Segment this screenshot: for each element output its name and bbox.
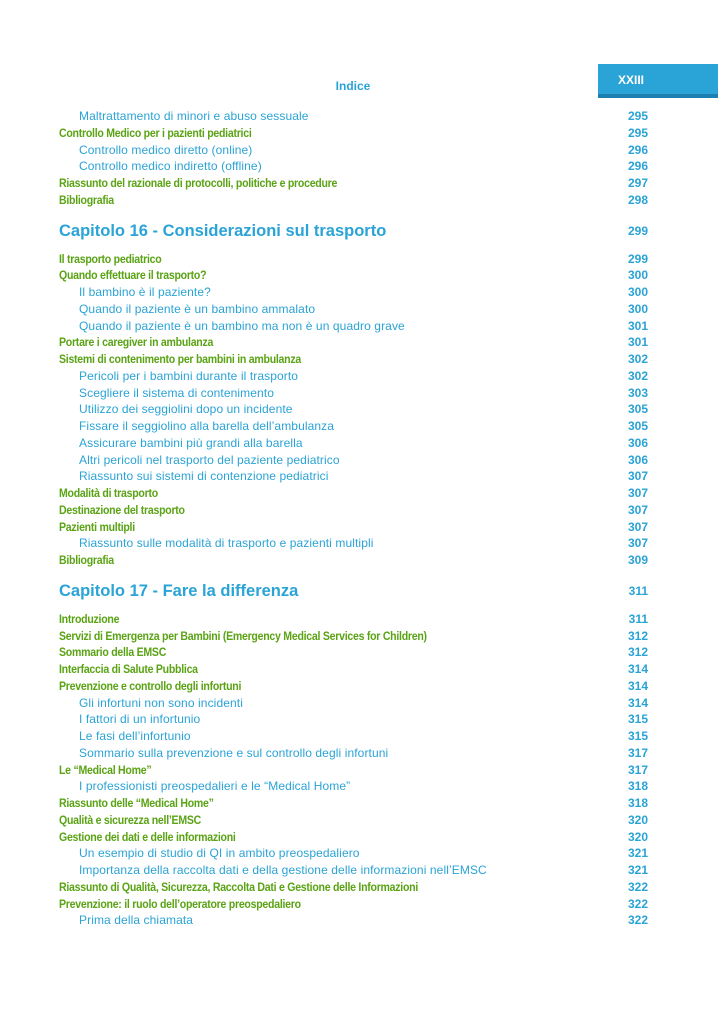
entry-title: Servizi di Emergenza per Bambini (Emergency Medical Services for Children)	[59, 628, 427, 643]
entry-title: Importanza della raccolta dati e della gestione delle informazioni nell’EMSC	[79, 863, 487, 877]
toc-row[interactable]	[0, 677, 718, 695]
toc-row[interactable]	[0, 484, 718, 502]
toc-row[interactable]	[0, 761, 718, 779]
entry-title: Sistemi di contenimento per bambini in ambulanza	[59, 352, 301, 366]
toc-row[interactable]	[0, 384, 718, 402]
entry-page-number: 306	[627, 435, 648, 450]
entry-title: Il trasporto pediatrico	[59, 251, 162, 266]
entry-page-number: 299	[627, 223, 648, 238]
entry-page-number: 300	[627, 285, 648, 299]
entry-title: Sommario della EMSC	[59, 645, 167, 660]
toc-row[interactable]	[0, 174, 718, 192]
entry-title: Controllo medico diretto (online)	[79, 142, 253, 157]
entry-page-number: 321	[627, 863, 648, 877]
entry-title: Maltrattamento di minori e abuso sessuale	[79, 109, 309, 123]
entry-page-number: 315	[627, 712, 648, 727]
entry-title: Riassunto del razionale di protocolli, politiche e procedure	[59, 176, 338, 190]
chapter-title: Capitolo 16 - Considerazioni sul trasporto	[59, 221, 387, 240]
entry-title: Portare i caregiver in ambulanza	[59, 335, 214, 350]
toc-row[interactable]	[0, 124, 718, 142]
entry-title: Altri pericoli nel trasporto del paziente pediatrico	[79, 452, 340, 467]
entry-page-number: 305	[627, 402, 648, 417]
entry-page-number: 312	[627, 628, 648, 643]
entry-title: Destinazione del trasporto	[59, 502, 185, 517]
entry-page-number: 311	[628, 611, 648, 626]
entry-page-number: 307	[627, 502, 648, 517]
toc-row[interactable]	[0, 643, 718, 661]
entry-page-number: 296	[627, 159, 648, 174]
entry-page-number: 295	[627, 125, 648, 140]
entry-title: Bibliografia	[59, 553, 114, 567]
entry-page-number: 302	[627, 352, 648, 366]
entry-page-number: 301	[627, 318, 648, 333]
entry-title: Scegliere il sistema di contenimento	[79, 385, 275, 400]
entry-page-number: 297	[627, 176, 648, 190]
toc-row[interactable]	[0, 266, 718, 284]
entry-title: Prima della chiamata	[79, 913, 194, 928]
entry-page-number: 315	[627, 729, 648, 743]
toc-row[interactable]	[0, 157, 718, 175]
entry-page-number: 317	[627, 762, 648, 777]
toc-row[interactable]	[0, 350, 718, 368]
entry-page-number: 307	[627, 519, 648, 534]
toc-row[interactable]	[0, 694, 718, 712]
entry-title: Quando effettuare il trasporto?	[59, 268, 207, 283]
toc-row[interactable]	[0, 434, 718, 452]
entry-title: Il bambino è il paziente?	[79, 285, 211, 299]
entry-page-number: 322	[627, 879, 648, 894]
toc-row[interactable]	[0, 141, 718, 159]
toc-row[interactable]	[0, 300, 718, 318]
entry-page-number: 320	[627, 829, 648, 844]
entry-title: Pazienti multipli	[59, 519, 135, 534]
toc-row[interactable]	[0, 534, 718, 552]
entry-page-number: 306	[627, 452, 648, 467]
entry-title: Un esempio di studio di QI in ambito preospedaliero	[79, 846, 360, 861]
entry-page-number: 301	[627, 335, 648, 350]
entry-page-number: 320	[627, 812, 648, 827]
toc-row[interactable]	[0, 828, 718, 846]
toc-row[interactable]	[0, 417, 718, 435]
toc-row[interactable]	[0, 777, 718, 795]
entry-page-number: 321	[627, 846, 648, 861]
entry-title: Gestione dei dati e delle informazioni	[59, 829, 236, 844]
entry-page-number: 312	[627, 645, 648, 660]
entry-title: Bibliografia	[59, 192, 114, 207]
entry-page-number: 298	[627, 192, 648, 207]
toc-row[interactable]	[0, 250, 718, 268]
entry-page-number: 295	[627, 109, 648, 123]
entry-title: Prevenzione: il ruolo dell’operatore preospedaliero	[59, 896, 301, 911]
toc-row[interactable]	[0, 710, 718, 728]
chapter-title: Capitolo 17 - Fare la differenza	[59, 581, 299, 600]
toc-row[interactable]	[0, 878, 718, 896]
entry-page-number: 314	[627, 678, 648, 693]
entry-title: Quando il paziente è un bambino ma non è un quadro grave	[79, 318, 405, 333]
entry-title: Quando il paziente è un bambino ammalato	[79, 301, 316, 316]
entry-page-number: 300	[627, 301, 648, 316]
entry-page-number: 307	[627, 486, 648, 500]
entry-title: Sommario sulla prevenzione e sul controllo degli infortuni	[79, 745, 389, 760]
entry-title: Le “Medical Home”	[59, 762, 152, 777]
toc-row[interactable]	[0, 727, 718, 745]
entry-title: Riassunto sui sistemi di contenzione pediatrici	[79, 469, 329, 484]
entry-page-number: 322	[627, 913, 648, 928]
toc-row[interactable]	[0, 660, 718, 678]
toc-row[interactable]	[0, 551, 718, 569]
toc-row[interactable]	[0, 794, 718, 812]
entry-title: Gli infortuni non sono incidenti	[79, 695, 243, 710]
entry-page-number: 314	[627, 662, 648, 676]
toc-row[interactable]	[0, 451, 718, 469]
toc-row[interactable]	[0, 333, 718, 351]
entry-title: Interfaccia di Salute Pubblica	[59, 662, 198, 676]
entry-page-number: 307	[627, 469, 648, 484]
entry-title: Prevenzione e controllo degli infortuni	[59, 678, 242, 693]
toc-row[interactable]	[0, 610, 718, 628]
toc-row[interactable]	[0, 895, 718, 913]
entry-title: Utilizzo dei seggiolini dopo un incidente	[79, 402, 293, 417]
toc-row[interactable]	[0, 400, 718, 418]
entry-page-number: 318	[627, 796, 648, 810]
page-number-tab: XXIII	[598, 64, 718, 94]
entry-title: Controllo medico indiretto (offline)	[79, 159, 262, 174]
entry-title: Pericoli per i bambini durante il trasporto	[79, 368, 299, 383]
toc-row[interactable]	[0, 744, 718, 762]
entry-page-number: 317	[627, 745, 648, 760]
toc-row[interactable]	[0, 861, 718, 879]
toc-row[interactable]	[0, 367, 718, 385]
entry-page-number: 300	[627, 268, 648, 283]
entry-title: Introduzione	[59, 611, 120, 626]
toc-row[interactable]	[0, 627, 718, 645]
entry-page-number: 307	[627, 536, 648, 551]
toc-row[interactable]	[0, 518, 718, 536]
toc-row[interactable]	[0, 317, 718, 335]
entry-title: Fissare il seggiolino alla barella dell’ambulanza	[79, 419, 335, 433]
entry-page-number: 299	[627, 251, 648, 266]
entry-page-number: 322	[627, 896, 648, 911]
entry-title: Assicurare bambini più grandi alla barella	[79, 435, 303, 450]
toc-row[interactable]	[0, 107, 718, 125]
toc-row[interactable]	[0, 811, 718, 829]
toc-chapter-row[interactable]	[0, 580, 718, 602]
entry-page-number: 296	[627, 142, 648, 157]
toc-row[interactable]	[0, 911, 718, 929]
entry-title: Qualità e sicurezza nell’EMSC	[59, 812, 201, 827]
toc-row[interactable]	[0, 283, 718, 301]
entry-title: I professionisti preospedalieri e le “Medical Home”	[79, 779, 351, 794]
entry-title: Modalità di trasporto	[59, 486, 158, 500]
entry-page-number: 303	[627, 385, 648, 400]
toc-row[interactable]	[0, 844, 718, 862]
entry-page-number: 309	[627, 553, 648, 567]
entry-title: Controllo Medico per i pazienti pediatrici	[59, 125, 252, 140]
entry-page-number: 314	[627, 695, 648, 710]
entry-page-number: 318	[627, 779, 648, 794]
page-title: Indice	[335, 79, 371, 93]
toc-row[interactable]	[0, 467, 718, 485]
toc-row[interactable]	[0, 501, 718, 519]
entry-title: Riassunto delle “Medical Home”	[59, 796, 214, 810]
entry-title: I fattori di un infortunio	[79, 712, 201, 727]
entry-title: Le fasi dell’infortunio	[79, 729, 191, 743]
entry-page-number: 305	[627, 419, 648, 433]
toc-chapter-row[interactable]	[0, 220, 718, 242]
entry-title: Riassunto sulle modalità di trasporto e pazienti multipli	[79, 536, 374, 551]
entry-title: Riassunto di Qualità, Sicurezza, Raccolta Dati e Gestione delle Informazioni	[59, 879, 419, 894]
entry-page-number: 311	[628, 583, 648, 598]
toc-row[interactable]	[0, 191, 718, 209]
entry-page-number: 302	[627, 368, 648, 383]
